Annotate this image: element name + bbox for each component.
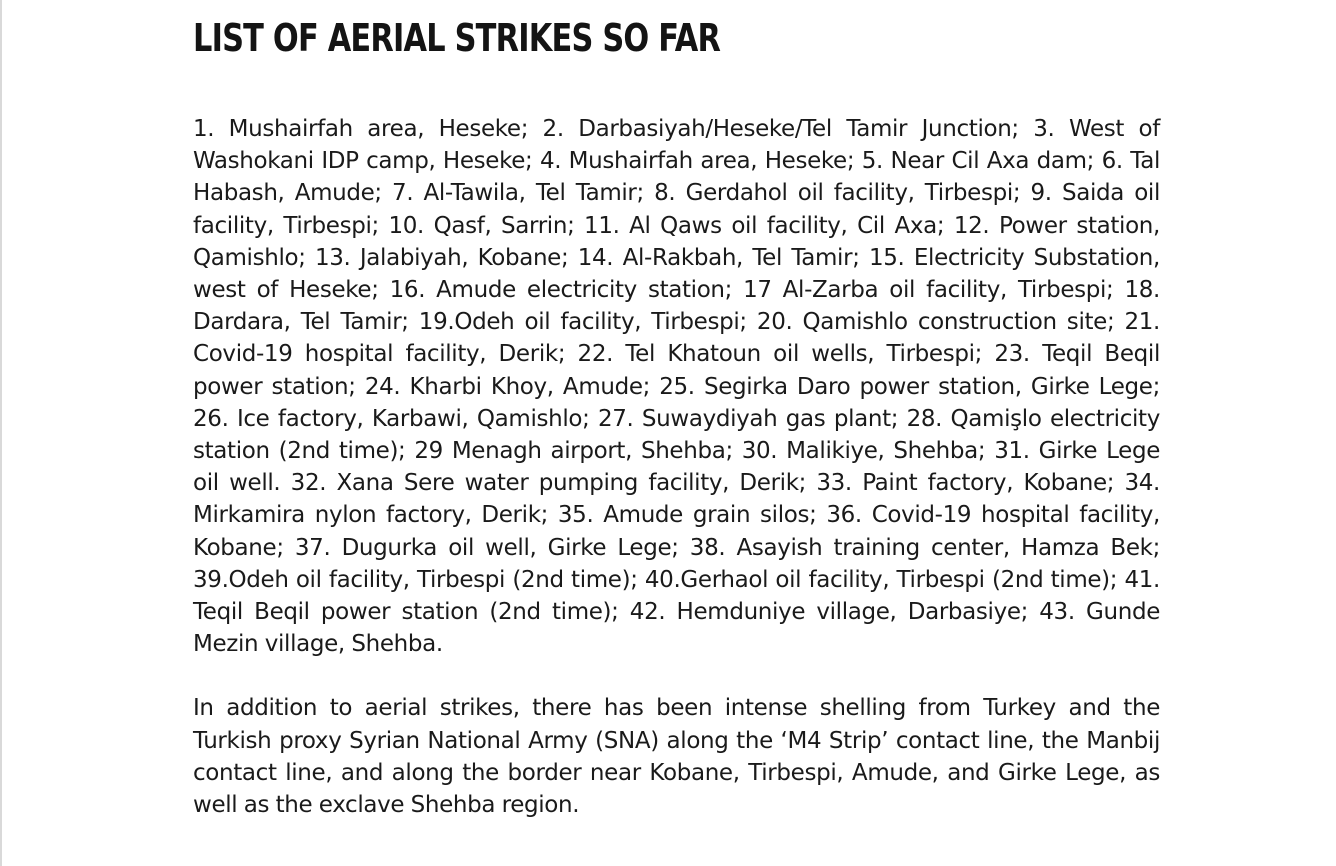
article-body — [193, 14, 1160, 821]
aerial-strikes-list-paragraph: 1. Mushairfah area, Heseke; 2. Darbasiyah/Heseke/Tel Tamir Junction; 3. West of Washokani IDP camp, Heseke; 4. Mushairfah area, Heseke; 5. Near Cil Axa dam; 6. Tal Habash, Amude; 7. Al-Tawila, Tel Tamir; 8. Gerdahol oil facility, Tirbespi; 9. Saida oil facility, Tirbespi; 10. Qasf, Sarrin; 11. Al Qaws oil facility, Cil Axa; 12. Power station, Qamishlo; 13. Jalabiyah, Kobane; 14. Al-Rakbah, Tel Tamir; 15. Electricity Substation, west of Heseke; 16. Amude electricity station; 17 Al-Zarba oil facility, Tirbespi; 18. Dardara, Tel Tamir; 19.Odeh oil facility, Tirbespi; 20. Qamishlo construction site; 21. Covid-19 hospital facility, Derik; 22. Tel Khatoun oil wells, Tirbespi; 23. Teqil Beqil power station; 24. Kharbi Khoy, Amude; 25. Segirka Daro power station, Girke Lege; 26. Ice factory, Karbawi, Qamishlo; 27. Suwaydiyah gas plant; 28. Qamişlo electricity station (2nd time); 29 Menagh airport, Shehba; 30. Malikiye, Shehba; 31. Girke Lege oil well. 32. Xana Sere water pumping facility, Derik; 33. Paint factory, Kobane; 34. Mirkamira nylon factory, Derik; 35. Amude grain silos; 36. Covid-19 hospital facility, Kobane; 37. Dugurka oil well, Girke Lege; 38. Asayish training center, Hamza Bek; 39.Odeh oil facility, Tirbespi (2nd time); 40.Gerhaol oil facility, Tirbespi (2nd time); 41. Teqil Beqil power station (2nd time); 42. Hemduniye village, Darbasiye; 43. Gunde Mezin village, Shehba. — [193, 116, 1160, 658]
page-edge-divider — [0, 0, 2, 866]
section-heading: LIST OF AERIAL STRIKES SO FAR — [193, 16, 721, 60]
shelling-paragraph: In addition to aerial strikes, there has been intense shelling from Turkey and the Turkish proxy Syrian National Army (SNA) along the ‘M4 Strip’ contact line, the Manbij contact line, and along the border near Kobane, Tirbespi, Amude, and Girke Lege, as well as the exclave Shehba region. — [193, 695, 1160, 819]
